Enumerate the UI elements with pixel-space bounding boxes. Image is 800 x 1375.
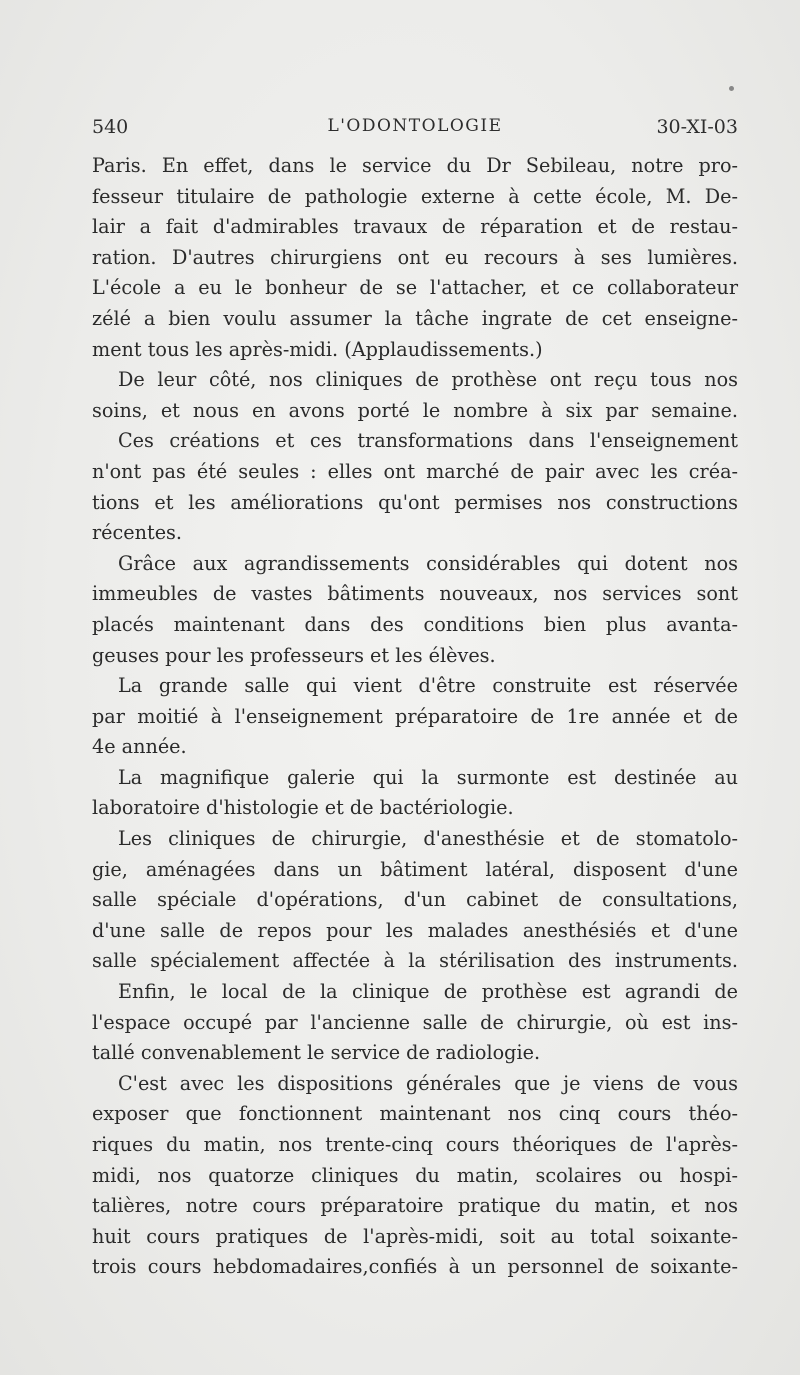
text-line: L'école a eu le bonheur de se l'attacher, et ce collaborateur bbox=[92, 276, 738, 300]
text-line: La grande salle qui vient d'être construite est réservée bbox=[118, 674, 738, 698]
text-line: zélé a bien voulu assumer la tâche ingrate de cet enseigne- bbox=[92, 306, 738, 330]
running-header bbox=[92, 116, 738, 146]
text-line: placés maintenant dans des conditions bien plus avanta- bbox=[92, 612, 738, 636]
body-text bbox=[92, 151, 738, 1283]
text-line: huit cours pratiques de l'après-midi, soit au total soixante- bbox=[92, 1224, 738, 1248]
text-line: Paris. En effet, dans le service du Dr Sebileau, notre pro- bbox=[92, 154, 738, 177]
text-line: C'est avec les dispositions générales que je viens de vous bbox=[118, 1071, 738, 1095]
text-line: gie, aménagées dans un bâtiment latéral, disposent d'une bbox=[92, 857, 738, 881]
text-line: immeubles de vastes bâtiments nouveaux, nos services sont bbox=[92, 582, 738, 606]
text-line: trois cours hebdomadaires,confiés à un personnel de soixante- bbox=[92, 1255, 738, 1279]
text-line: par moitié à l'enseignement préparatoire de 1re année et de bbox=[92, 704, 738, 728]
text-line: Grâce aux agrandissements considérables qui dotent nos bbox=[118, 551, 738, 575]
text-line: lair a fait d'admirables travaux de réparation et de restau- bbox=[92, 215, 738, 239]
text-line: salle spécialement affectée à la stérilisation des instruments. bbox=[92, 949, 738, 973]
issue-date: 30-XI-03 bbox=[656, 116, 738, 138]
text-line: La magnifique galerie qui la surmonte est destinée au bbox=[118, 765, 738, 789]
text-line: ration. D'autres chirurgiens ont eu recours à ses lumières. bbox=[92, 245, 738, 269]
text-line: Enfin, le local de la clinique de prothèse est agrandi de bbox=[118, 980, 738, 1004]
text-line: soins, et nous en avons porté le nombre à six par semaine. bbox=[92, 398, 738, 422]
text-line: geuses pour les professeurs et les élèves. bbox=[92, 643, 496, 667]
text-line: récentes. bbox=[92, 521, 182, 545]
text-line: d'une salle de repos pour les malades anesthésiés et d'une bbox=[92, 918, 738, 942]
text-line: laboratoire d'histologie et de bactériologie. bbox=[92, 796, 514, 820]
text-line: ment tous les après-midi. (Applaudissements.) bbox=[92, 337, 543, 361]
text-line: n'ont pas été seules : elles ont marché de pair avec les créa- bbox=[92, 459, 738, 483]
text-line: riques du matin, nos trente-cinq cours théoriques de l'après- bbox=[92, 1133, 738, 1156]
text-line: exposer que fonctionnent maintenant nos cinq cours théo- bbox=[92, 1102, 738, 1126]
page-number: 540 bbox=[92, 116, 129, 138]
text-line: fesseur titulaire de pathologie externe à cette école, M. De- bbox=[92, 184, 738, 208]
text-line: 4e année. bbox=[92, 735, 187, 759]
text-line: talières, notre cours préparatoire pratique du matin, et nos bbox=[92, 1194, 738, 1218]
text-line: Les cliniques de chirurgie, d'anesthésie et de stomatolo- bbox=[118, 827, 738, 851]
text-line: salle spéciale d'opérations, d'un cabinet de consultations, bbox=[92, 888, 738, 912]
text-line: De leur côté, nos cliniques de prothèse ont reçu tous nos bbox=[118, 368, 738, 392]
running-title: L'ODONTOLOGIE bbox=[327, 116, 503, 136]
text-line: tallé convenablement le service de radiologie. bbox=[92, 1041, 541, 1065]
ink-speck bbox=[729, 86, 734, 91]
text-line: midi, nos quatorze cliniques du matin, scolaires ou hospi- bbox=[92, 1163, 738, 1187]
text-line: tions et les améliorations qu'ont permises nos constructions bbox=[92, 490, 738, 514]
text-line: l'espace occupé par l'ancienne salle de chirurgie, où est ins- bbox=[92, 1010, 738, 1034]
text-line: Ces créations et ces transformations dans l'enseignement bbox=[118, 429, 738, 453]
